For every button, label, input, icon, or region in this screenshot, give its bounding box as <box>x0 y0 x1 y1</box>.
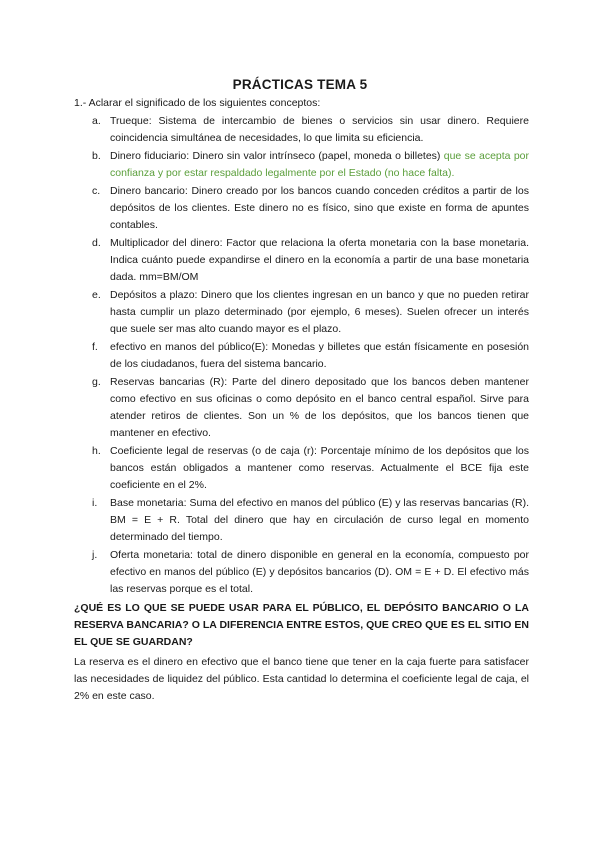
list-item <box>92 148 529 182</box>
list-item <box>92 495 529 546</box>
list-marker: f. <box>92 341 98 353</box>
list-marker: b. <box>92 150 101 162</box>
list-item <box>92 287 529 338</box>
list-item <box>92 443 529 494</box>
list-marker: h. <box>92 445 101 457</box>
list-item-text: Oferta monetaria: total de dinero disponible en general en la economía, compuesto por efectivo en manos del público (E) y depósitos bancarios (D). OM = E + D. El efectivo más las reservas porque es el total. <box>110 549 529 595</box>
list-marker: a. <box>92 115 101 127</box>
concept-list <box>92 113 529 599</box>
list-item-text: Multiplicador del dinero: Factor que relaciona la oferta monetaria con la base monetaria. Indica cuánto puede expandirse el dinero en la economía a partir de una base monetaria dada. mm=BM/OM <box>110 237 529 283</box>
list-item <box>92 183 529 234</box>
answer-paragraph: La reserva es el dinero en efectivo que el banco tiene que tener en la caja fuerte para satisfacer las necesidades de liquidez del público. Esta cantidad lo determina el coeficiente legal de caja, el 2% en este caso. <box>74 656 529 702</box>
list-marker: e. <box>92 289 101 301</box>
list-item <box>92 339 529 373</box>
question-heading: ¿QUÉ ES LO QUE SE PUEDE USAR PARA EL PÚBLICO, EL DEPÓSITO BANCARIO O LA RESERVA BANCARIA? O LA DIFERENCIA ENTRE ESTOS, QUE CREO QUE ES EL SITIO EN EL QUE SE GUARDAN? <box>74 602 529 648</box>
list-item-text: Dinero bancario: Dinero creado por los bancos cuando conceden créditos a partir de los depósitos de los clientes. Este dinero no es físico, sino que existe en forma de apuntes contables. <box>110 185 529 231</box>
highlighted-comment: que se acepta por confianza y por estar respaldado legalmente por el Estado (no hace falta). <box>110 150 530 179</box>
list-item-text: Dinero fiduciario: Dinero sin valor intrínseco (papel, moneda o billetes) <box>110 150 444 162</box>
list-item <box>92 235 529 286</box>
list-item-text: efectivo en manos del público(E): Monedas y billetes que están físicamente en posesión de los ciudadanos, fuera del sistema bancario. <box>110 341 529 370</box>
list-item-text: Trueque: Sistema de intercambio de bienes o servicios sin usar dinero. Requiere coincidencia simultánea de necesidades, lo que limita su eficiencia. <box>110 115 529 144</box>
list-item-text: Coeficiente legal de reservas (o de caja (r): Porcentaje mínimo de los depósitos que los bancos están obligados a mantener como reservas. Actualmente el BCE fija este coeficiente en el 2%. <box>110 445 529 491</box>
list-marker: i. <box>92 497 98 509</box>
list-marker: g. <box>92 376 101 388</box>
page-title: PRÁCTICAS TEMA 5 <box>232 77 368 92</box>
list-marker: j. <box>92 549 98 561</box>
intro-line: 1.- Aclarar el significado de los siguientes conceptos: <box>74 97 321 109</box>
list-item-text: Depósitos a plazo: Dinero que los clientes ingresan en un banco y que no pueden retirar hasta cumplir un plazo determinado (por ejemplo, 6 meses). Suelen ofrecer un interés que suele ser mas alto cuando mayor es el plazo. <box>110 289 529 335</box>
list-item <box>92 374 529 442</box>
list-item <box>92 113 529 147</box>
list-item-text: Reservas bancarias (R): Parte del dinero depositado que los bancos deben mantener como efectivo en sus oficinas o como depósito en el banco central español. Sirve para atender retiros de clientes. Son un % de los depósitos, que los bancos tienen que mantener en efectivo. <box>110 376 529 439</box>
list-marker: c. <box>92 185 101 197</box>
list-item-text: Base monetaria: Suma del efectivo en manos del público (E) y las reservas bancarias (R). BM = E + R. Total del dinero que hay en circulación de curso legal en momento determinado del tiempo. <box>110 497 529 543</box>
list-item <box>92 547 529 598</box>
list-marker: d. <box>92 237 101 249</box>
